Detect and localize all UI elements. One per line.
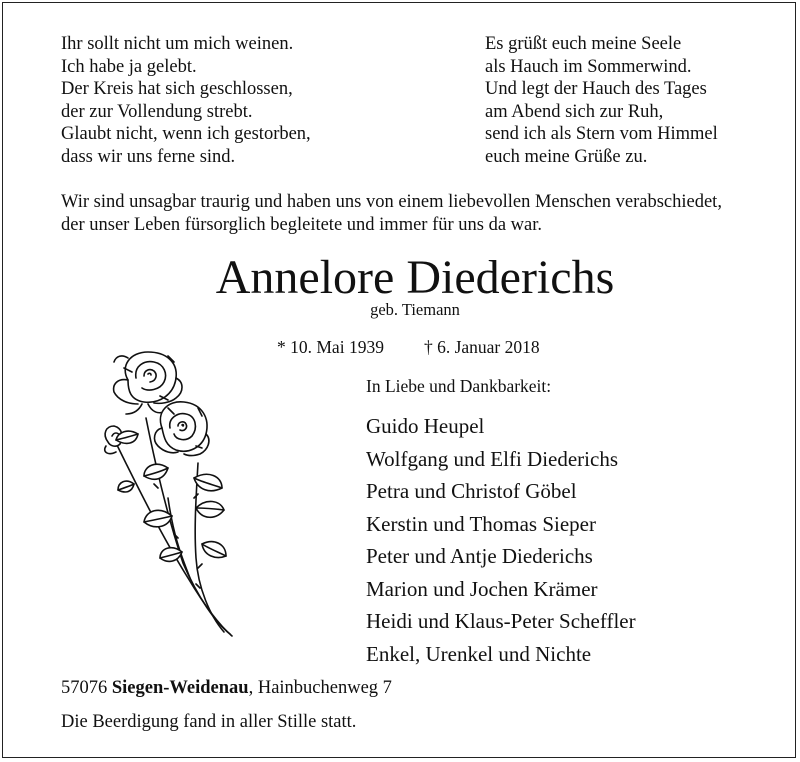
deceased-name: Annelore Diederichs xyxy=(215,251,615,304)
maiden-name: geb. Tiemann xyxy=(370,300,460,319)
intro-line: der unser Leben fürsorglich begleitete und immer für uns da war. xyxy=(61,215,543,235)
poem-line: Ihr sollt nicht um mich weinen. xyxy=(61,34,294,54)
mourner: Kerstin und Thomas Sieper xyxy=(366,511,596,536)
poem-line: Und legt der Hauch des Tages xyxy=(485,79,707,99)
street: , Hainbuchenweg 7 xyxy=(248,678,392,698)
roses-illustration-icon xyxy=(98,348,258,640)
poem-line: send ich als Stern vom Himmel xyxy=(485,124,718,144)
poem-line: Glaubt nicht, wenn ich gestorben, xyxy=(61,124,311,144)
mourner: Enkel, Urenkel und Nichte xyxy=(366,641,592,666)
poem-line: am Abend sich zur Ruh, xyxy=(485,101,664,122)
mourner: Marion und Jochen Krämer xyxy=(366,576,598,601)
poem-line: als Hauch im Sommerwind. xyxy=(485,56,692,77)
mourners-list xyxy=(366,410,636,670)
intro-text xyxy=(61,191,722,237)
poem-line: Es grüßt euch meine Seele xyxy=(485,34,682,54)
intro-line: Wir sind unsagbar traurig und haben uns von einem liebevollen Menschen verabschiedet, xyxy=(61,192,722,212)
birth-date: * 10. Mai 1939 xyxy=(277,337,384,357)
poem-line: dass wir uns ferne sind. xyxy=(61,146,236,167)
life-dates xyxy=(277,336,540,358)
poem-line: Ich habe ja gelebt. xyxy=(61,56,197,77)
funeral-note: Die Beerdigung fand in aller Stille statt. xyxy=(61,712,357,732)
mourner: Guido Heupel xyxy=(366,414,485,438)
poem-line: euch meine Grüße zu. xyxy=(485,146,648,167)
love-line: In Liebe und Dankbarkeit: xyxy=(366,376,552,396)
mourner: Peter und Antje Diederichs xyxy=(366,544,593,568)
poem-left xyxy=(61,33,311,168)
mourner: Wolfgang und Elfi Diederichs xyxy=(366,446,618,471)
mourner: Petra und Christof Göbel xyxy=(366,479,577,503)
death-date: † 6. Januar 2018 xyxy=(423,337,540,357)
poem-line: der zur Vollendung strebt. xyxy=(61,101,253,122)
poem-right xyxy=(485,33,718,168)
address xyxy=(61,677,392,699)
mourner: Heidi und Klaus-Peter Scheffler xyxy=(366,609,636,633)
poem-line: Der Kreis hat sich geschlossen, xyxy=(61,79,293,99)
town: Siegen-Weidenau xyxy=(111,678,249,698)
postcode: 57076 xyxy=(61,678,108,698)
